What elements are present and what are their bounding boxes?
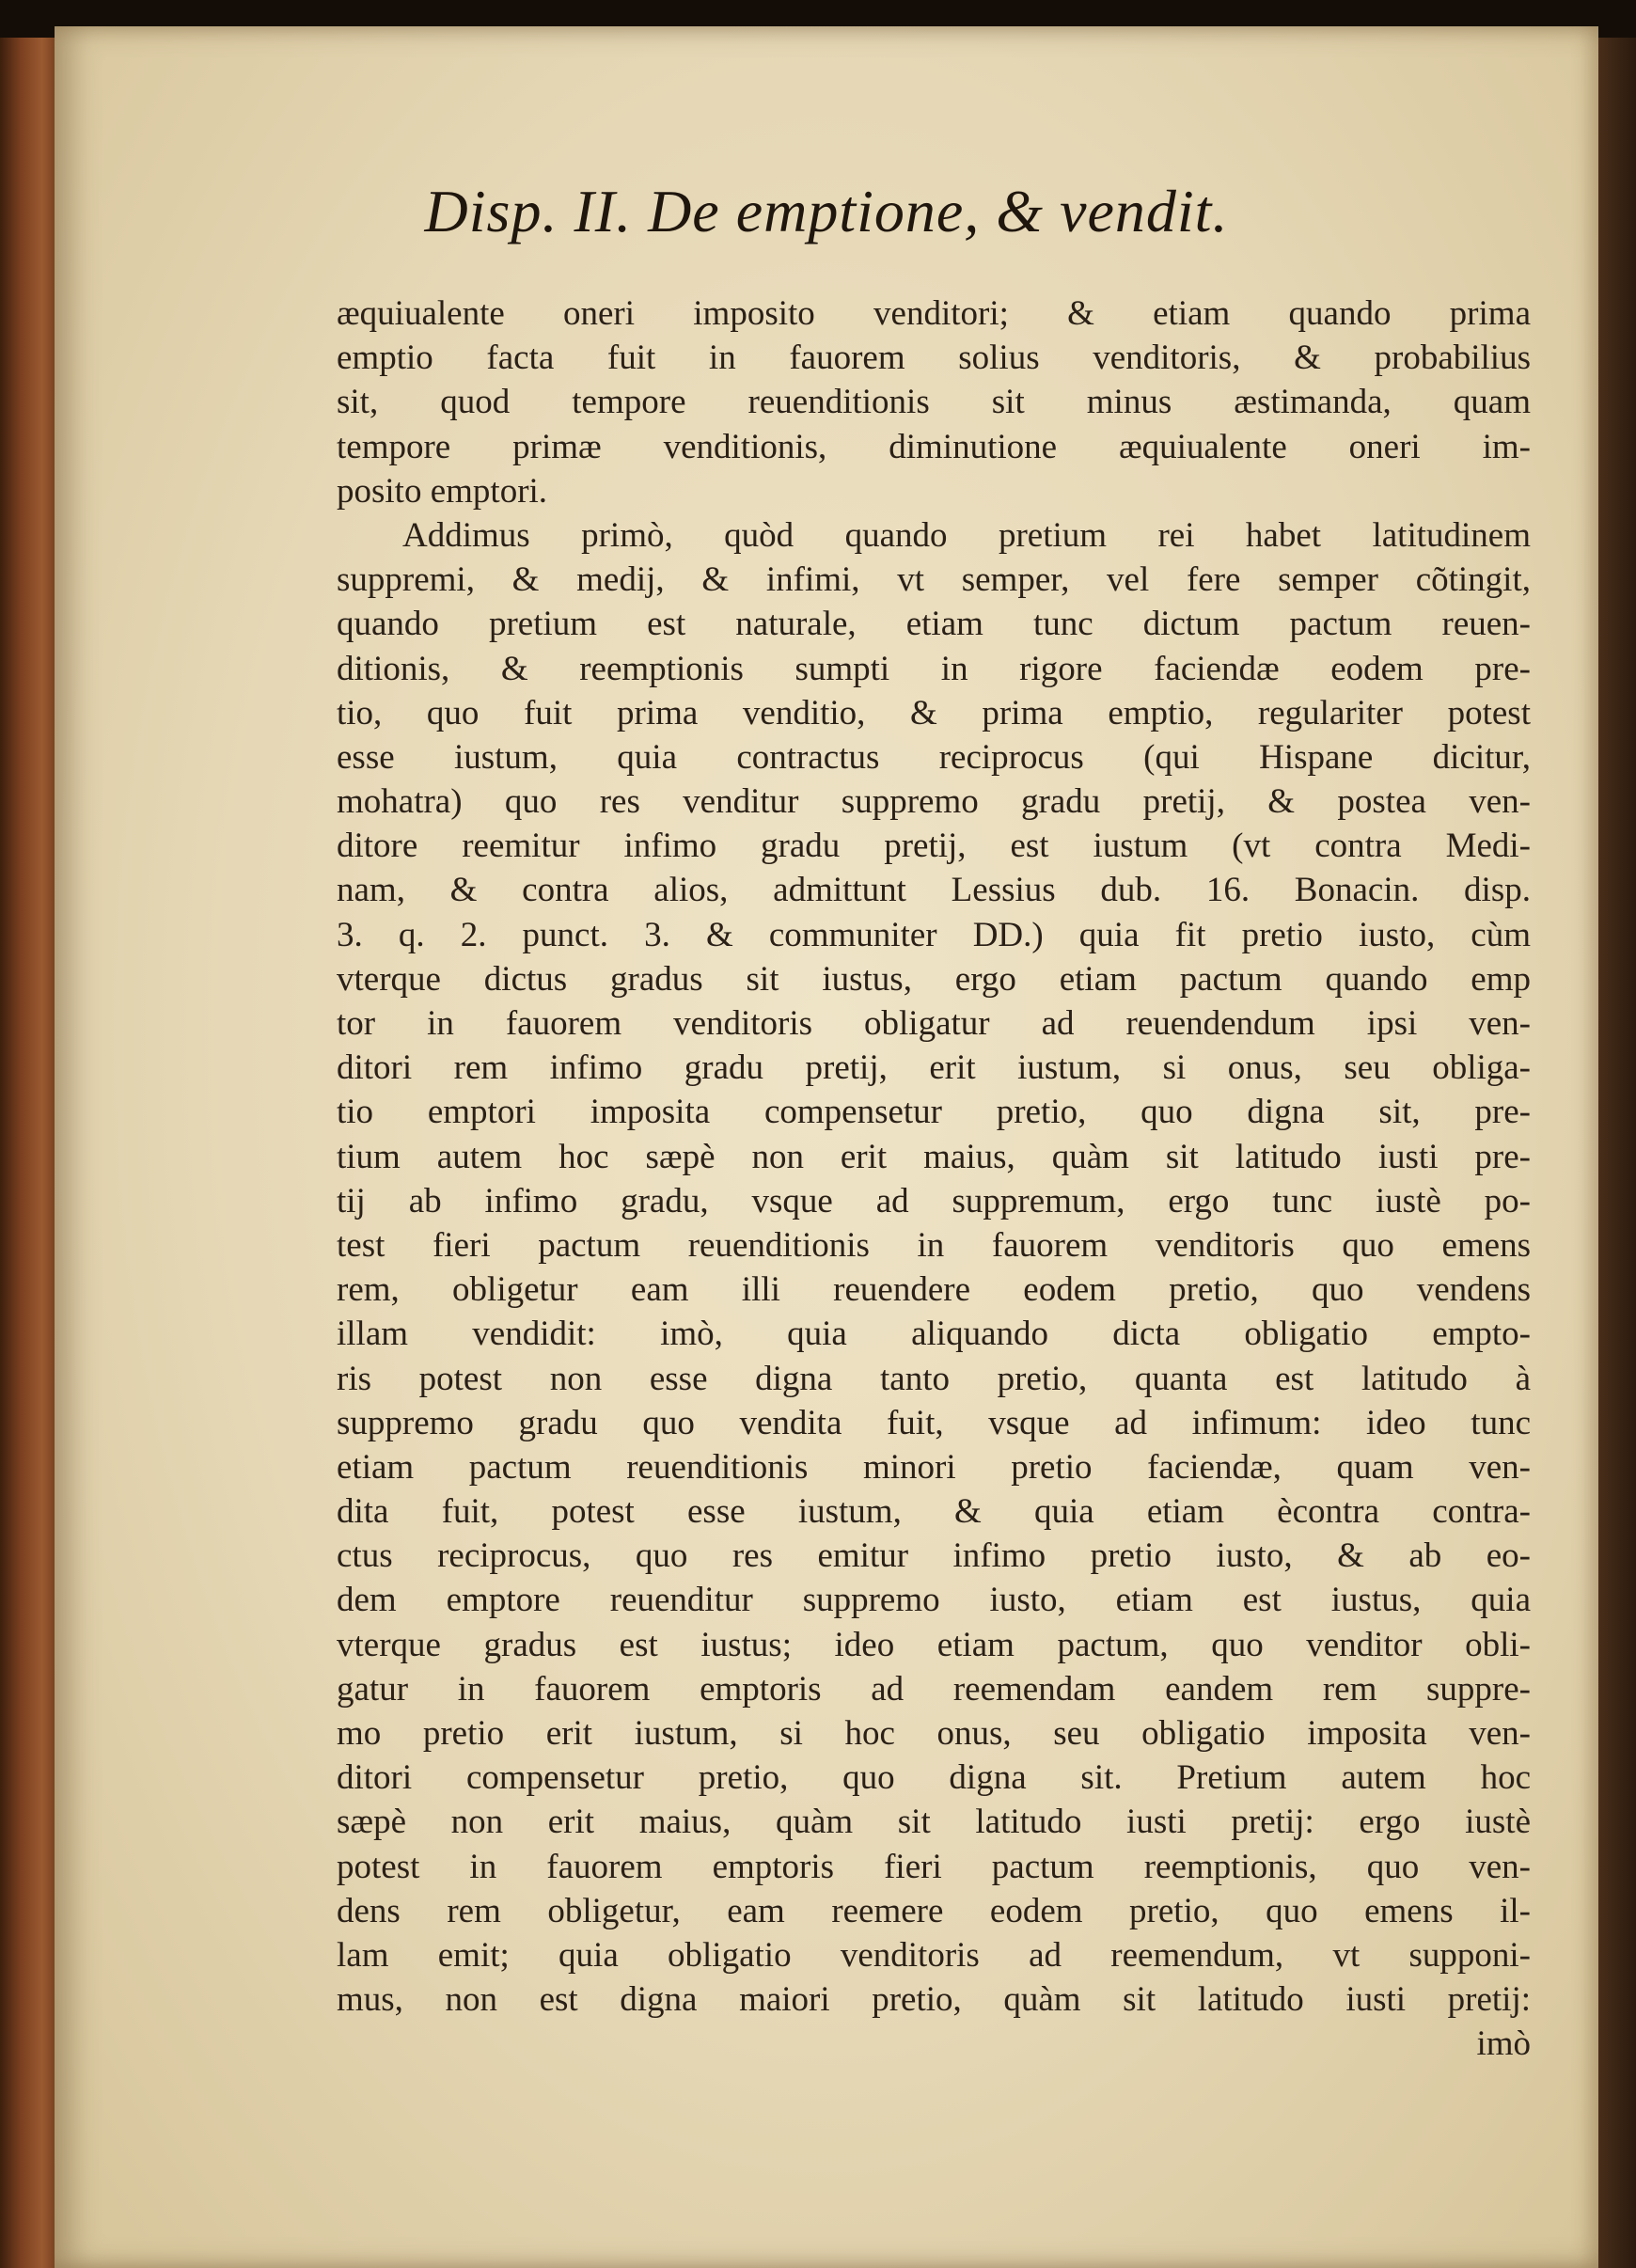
text-line: tium autem hoc sæpè non erit maius, quàm sit latitudo iusti pre- [337, 1137, 1531, 1176]
text-line: mus, non est digna maiori pretio, quàm sit latitudo iusti pretij: [337, 1980, 1531, 2020]
text-line: ctus reciprocus, quo res emitur infimo pretio iusto, & ab eo- [337, 1536, 1531, 1576]
text-line: mo pretio erit iustum, si hoc onus, seu obligatio imposita ven- [337, 1714, 1531, 1753]
text-line: ditori rem infimo gradu pretij, erit iustum, si onus, seu obliga- [337, 1048, 1531, 1088]
text-line: dens rem obligetur, eam reemere eodem pretio, quo emens il- [337, 1891, 1531, 1930]
text-line: ditionis, & reemptionis sumpti in rigore faciendæ eodem pre- [337, 649, 1531, 688]
text-line: tor in fauorem venditoris obligatur ad reuendendum ipsi ven- [337, 1004, 1531, 1043]
text-line: dita fuit, potest esse iustum, & quia etiam ècontra contra- [337, 1492, 1531, 1532]
facing-page-edge [1597, 38, 1636, 2268]
text-line: Addimus primò, quòd quando pretium rei habet latitudinem [402, 515, 1531, 555]
text-line: emptio facta fuit in fauorem solius venditoris, & probabilius [337, 339, 1531, 378]
text-line: sæpè non erit maius, quàm sit latitudo iusti pretij: ergo iustè [337, 1803, 1531, 1842]
text-line: tio emptori imposita compensetur pretio, quo digna sit, pre- [337, 1093, 1531, 1132]
text-line: dem emptore reuenditur suppremo iusto, etiam est iustus, quia [337, 1581, 1531, 1620]
text-line: tio, quo fuit prima venditio, & prima emptio, regulariter potest [337, 693, 1531, 732]
text-line: vterque gradus est iustus; ideo etiam pactum, quo venditor obli- [337, 1625, 1531, 1664]
text-line: gatur in fauorem emptoris ad reemendam eandem rem suppre- [337, 1669, 1531, 1709]
text-line: suppremi, & medij, & infimi, vt semper, vel fere semper cõtingit, [337, 560, 1531, 600]
text-line: rem, obligetur eam illi reuendere eodem pretio, quo vendens [337, 1270, 1531, 1310]
text-line: posito emptori. [337, 471, 548, 511]
book-page [55, 26, 1598, 2268]
text-line: tempore primæ venditionis, diminutione æquiualente oneri im- [337, 427, 1531, 466]
text-line: etiam pactum reuenditionis minori pretio faciendæ, quam ven- [337, 1447, 1531, 1487]
text-line: test fieri pactum reuenditionis in fauorem venditoris quo emens [337, 1225, 1531, 1265]
text-line: quando pretium est naturale, etiam tunc dictum pactum reuen- [337, 605, 1531, 644]
text-line: tij ab infimo gradu, vsque ad suppremum, ergo tunc iustè po- [337, 1181, 1531, 1221]
text-line: sit, quod tempore reuenditionis sit minus æstimanda, quam [337, 383, 1531, 422]
book-spine-edge [0, 38, 60, 2268]
text-line: lam emit; quia obligatio venditoris ad reemendum, vt supponi- [337, 1935, 1531, 1975]
text-line: ditori compensetur pretio, quo digna sit. Pretium autem hoc [337, 1758, 1531, 1798]
text-line: esse iustum, quia contractus reciprocus (qui Hispane dicitur, [337, 737, 1531, 777]
catchword: imò [1476, 2024, 1531, 2064]
text-line: suppremo gradu quo vendita fuit, vsque ad infimum: ideo tunc [337, 1403, 1531, 1442]
text-line: ris potest non esse digna tanto pretio, quanta est latitudo à [337, 1359, 1531, 1398]
running-head: Disp. II. De emptione, & vendit. [424, 178, 1229, 244]
text-line: nam, & contra alios, admittunt Lessius dub. 16. Bonacin. disp. [337, 871, 1531, 910]
text-line: illam vendidit: imò, quia aliquando dicta obligatio empto- [337, 1315, 1531, 1354]
text-line: ditore reemitur infimo gradu pretij, est iustum (vt contra Medi- [337, 827, 1531, 866]
text-line: 3. q. 2. punct. 3. & communiter DD.) quia fit pretio iusto, cùm [337, 915, 1531, 954]
text-line: potest in fauorem emptoris fieri pactum reemptionis, quo ven- [337, 1847, 1531, 1886]
body-text [337, 291, 1531, 2067]
text-line: vterque dictus gradus sit iustus, ergo etiam pactum quando emp [337, 959, 1531, 999]
text-line: æquiualente oneri imposito venditori; & etiam quando prima [337, 294, 1531, 333]
text-line: mohatra) quo res venditur suppremo gradu pretij, & postea ven- [337, 782, 1531, 822]
